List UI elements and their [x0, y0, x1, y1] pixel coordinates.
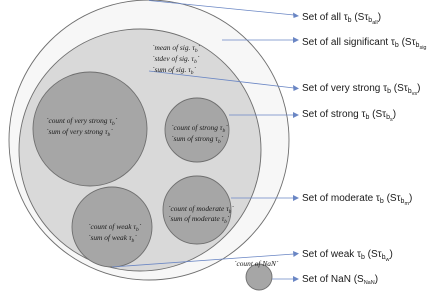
very-strong-count-text: `count of very strong $\tau_b`$ — [46, 116, 118, 127]
label-set-significant: Set of all significant $\tau_b$ ($S\tau_{bsig}$ — [302, 37, 427, 51]
label-set-weak: Set of weak $\tau_b$ $(S\tau_{bw})$ — [302, 249, 393, 263]
weak-count-text: `count of weak $\tau_b`$ — [88, 222, 142, 233]
sig-sum-text: `sum of sig. $\tau_b`$ — [152, 65, 196, 76]
moderate-sum-text: `sum of moderate $\tau_b`$ — [168, 214, 230, 225]
strong-count-text: `count of strong $\tau_b`$ — [171, 123, 228, 134]
label-set-nan: Set of NaN $(S_{NaN})$ — [302, 274, 379, 286]
label-set-strong: Set of strong $\tau_b$ $(S\tau_{bs})$ — [302, 109, 397, 123]
nan-count-text: `count of NaN` — [234, 259, 279, 268]
label-set-very-strong: Set of very strong $\tau_b$ $(S\tau_{bvs})$ — [302, 83, 421, 97]
label-set-all: Set of all $\tau_b$ $(S\tau_{ball})$ — [302, 12, 382, 26]
sig-stdev-text: `stdev of sig. $\tau_b`$ — [152, 54, 200, 65]
weak-sum-text: `sum of weak $\tau_b`$ — [88, 233, 137, 244]
label-set-moderate: Set of moderate $\tau_b$ $(S\tau_{bm})$ — [302, 193, 413, 207]
strong-sum-text: `sum of strong $\tau_b`$ — [171, 134, 224, 145]
very-strong-sum-text: `sum of very strong $\tau_b`$ — [46, 127, 113, 138]
moderate-count-text: `count of moderate $\tau_b`$ — [168, 204, 234, 215]
sig-mean-text: `mean of sig. $\tau_b`$ — [152, 43, 201, 54]
